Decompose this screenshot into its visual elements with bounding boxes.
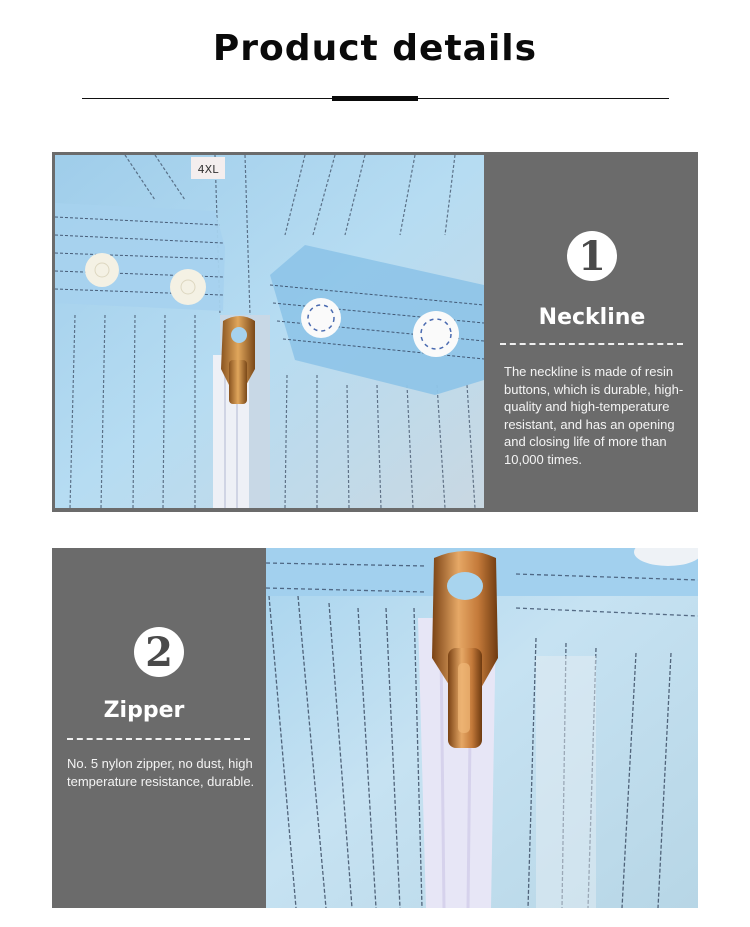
feature-description: The neckline is made of resin buttons, which is durable, high-quality and high-temperature resistant, and has an opening and closing life of more than 10,000 times. [504, 364, 684, 467]
feature-section-zipper [52, 548, 698, 908]
feature-section-neckline [52, 152, 698, 512]
feature-title: Zipper [103, 698, 185, 723]
dashed-divider [67, 738, 250, 740]
neckline-photo [55, 155, 484, 508]
number-badge: 1 [567, 231, 617, 281]
feature-description: No. 5 nylon zipper, no dust, high temperature resistance, durable. [67, 756, 255, 789]
feature-title: Neckline [538, 305, 646, 330]
zipper-info-panel [52, 548, 266, 908]
dashed-divider [500, 343, 683, 345]
number-badge: 2 [134, 627, 184, 677]
title-divider-accent [332, 96, 418, 101]
zipper-photo [266, 548, 698, 908]
neckline-info-panel [486, 152, 698, 512]
svg-text:4XL: 4XL [197, 163, 219, 176]
page-title: Product details [212, 28, 538, 69]
